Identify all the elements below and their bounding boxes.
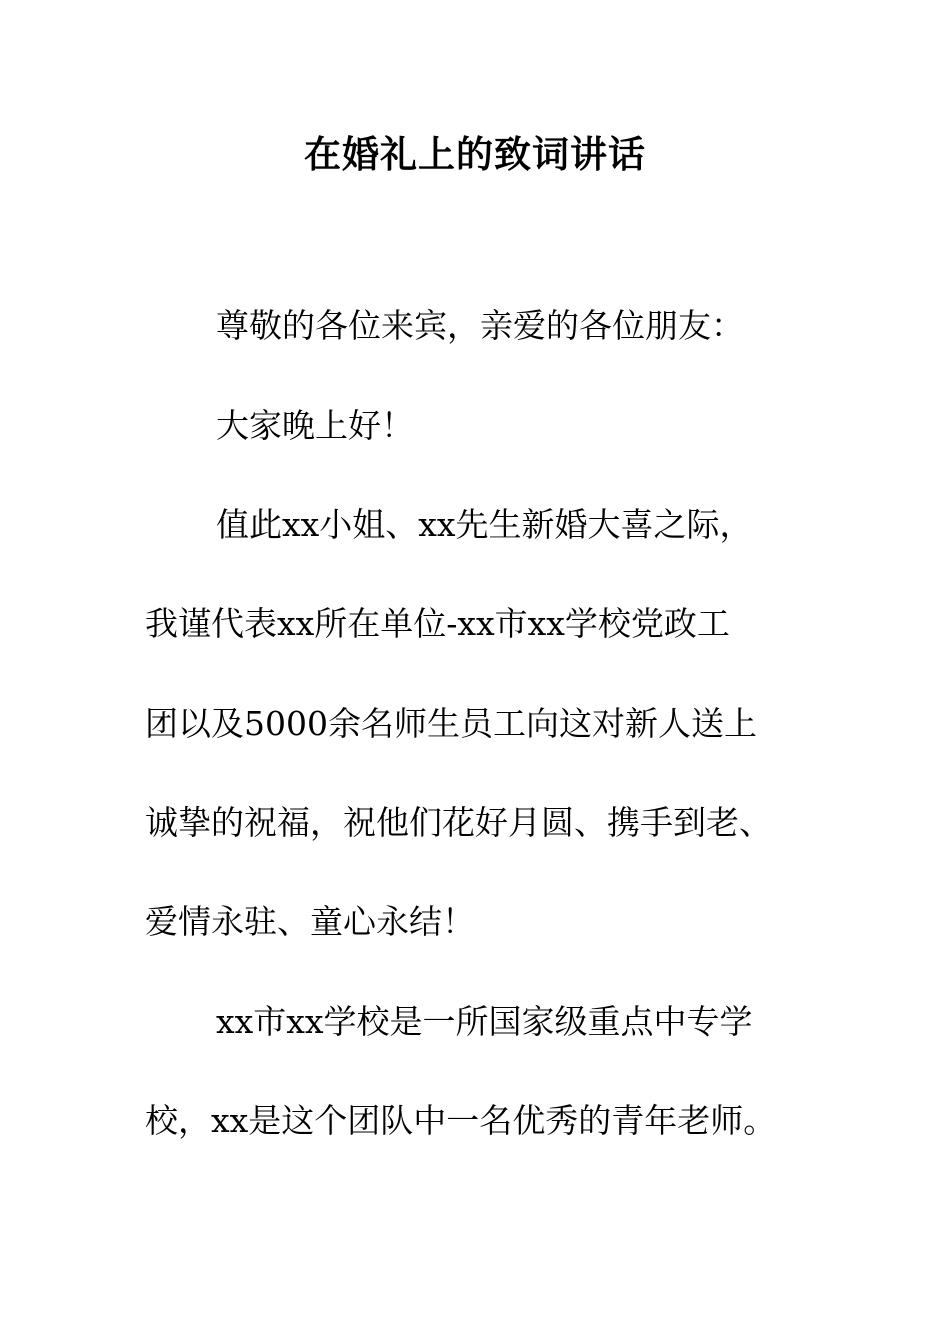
document-title: 在婚礼上的致词讲话 — [304, 132, 646, 176]
paragraph-line: 诚挚的祝福，祝他们花好月圆、携手到老、 — [145, 803, 772, 842]
paragraph-line: xx市xx学校是一所国家级重点中专学 — [216, 1002, 753, 1041]
paragraph-line: 我谨代表xx所在单位-xx市xx学校党政工 — [145, 604, 730, 643]
greeting-line: 大家晚上好！ — [216, 406, 414, 445]
salutation-line: 尊敬的各位来宾，亲爱的各位朋友： — [216, 306, 744, 345]
paragraph-line: 校，xx是这个团队中一名优秀的青年老师。 — [145, 1101, 777, 1140]
paragraph-line: 爱情永驻、童心永结！ — [145, 902, 475, 941]
paragraph-line: 团以及5000余名师生员工向这对新人送上 — [145, 704, 757, 743]
paragraph-line: 值此xx小姐、xx先生新婚大喜之际， — [216, 505, 753, 544]
